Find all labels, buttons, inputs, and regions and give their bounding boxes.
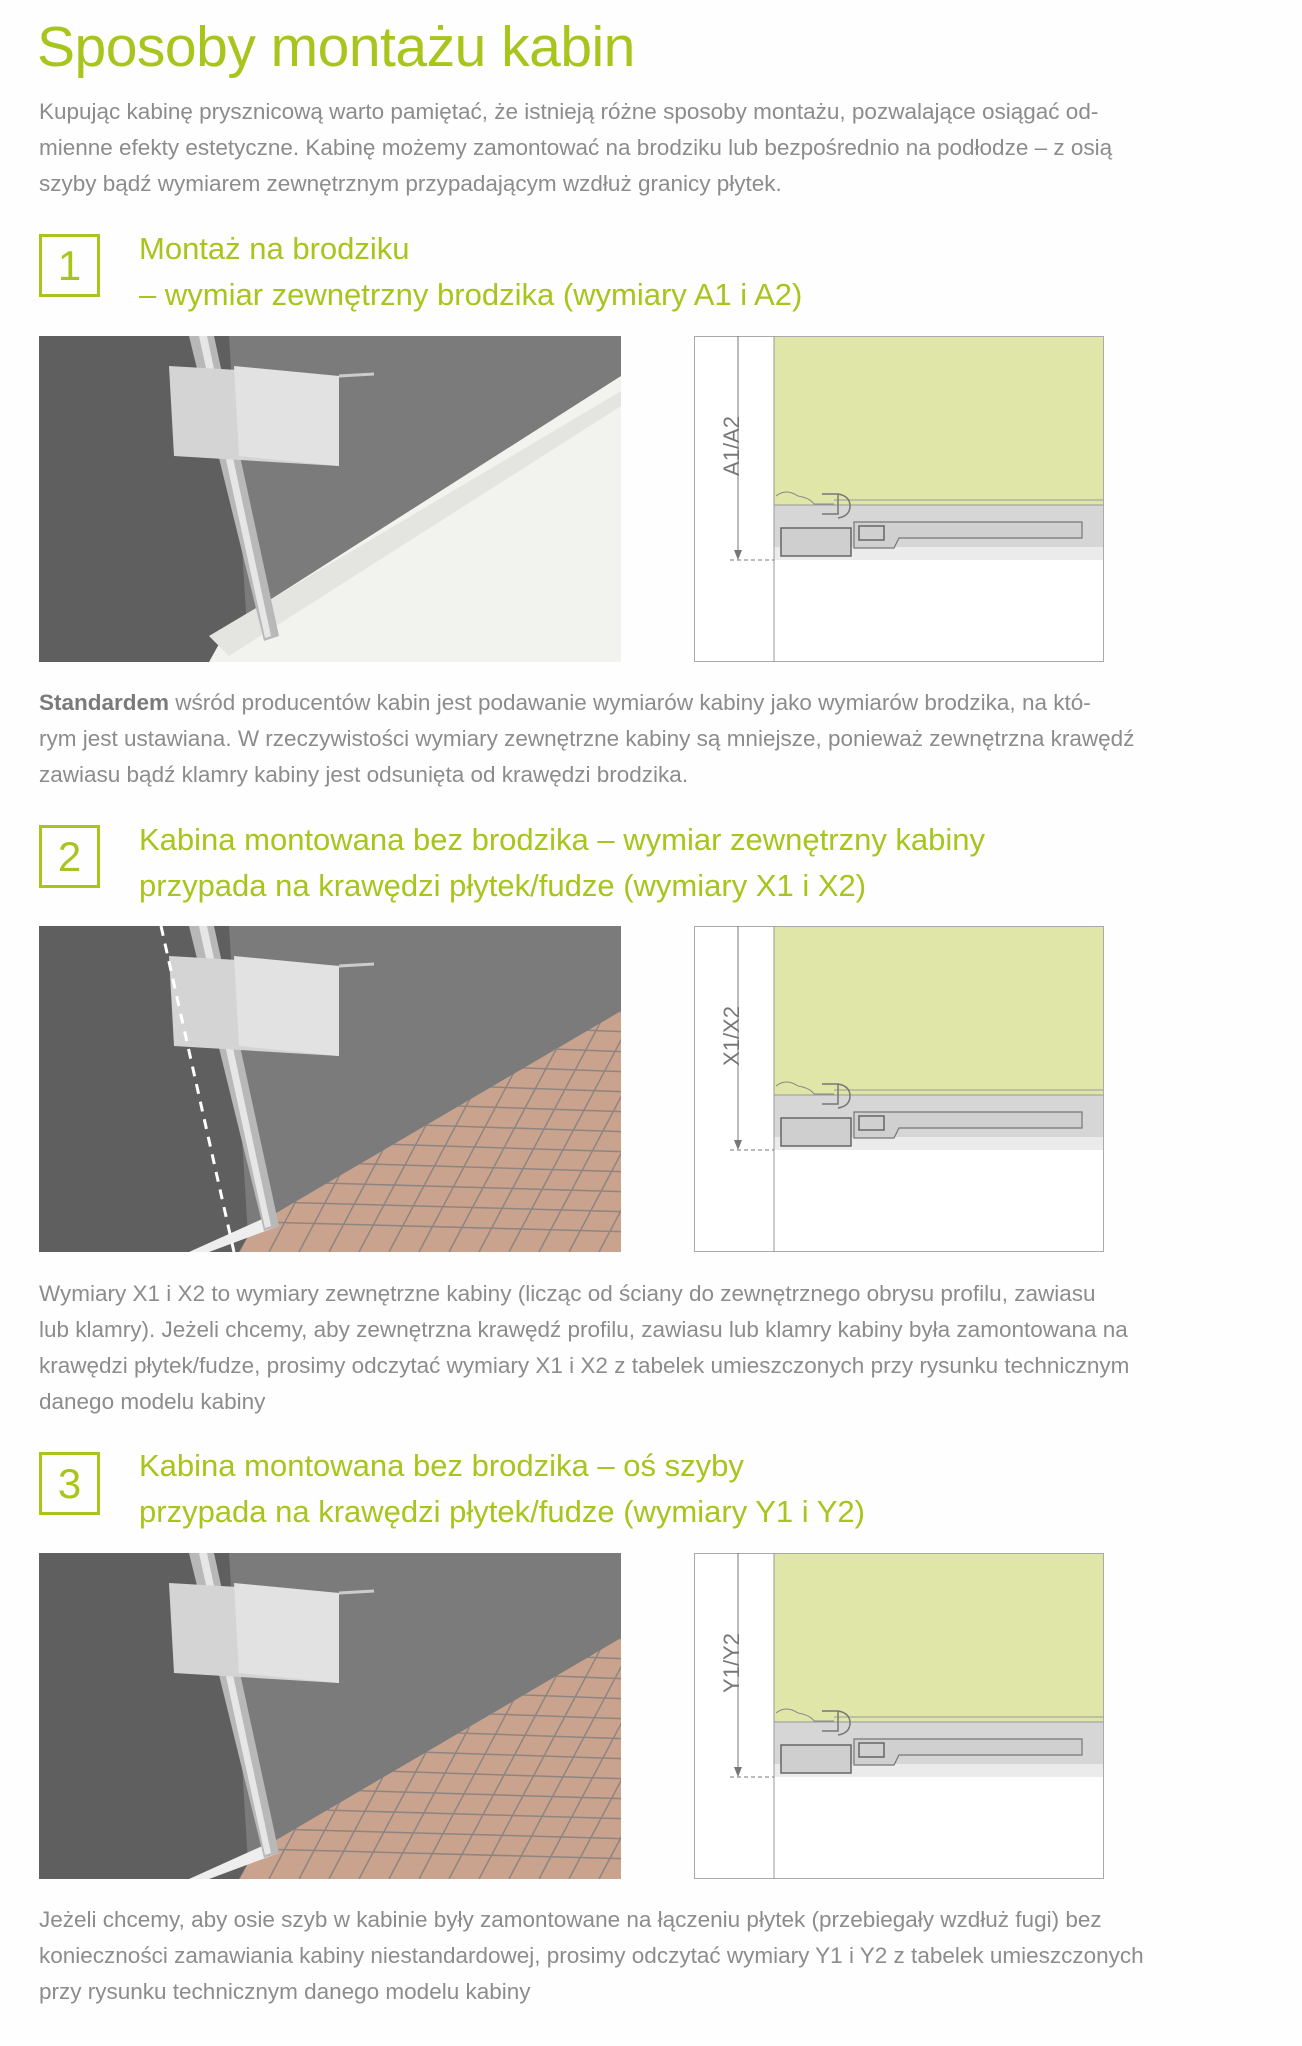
heading-line: przypada na krawędzi płytek/fudze (wymiary Y1 i Y2) [139, 1494, 865, 1529]
heading-line: Kabina montowana bez brodzika – wymiar zewnętrzny kabiny [139, 822, 986, 857]
dimension-label: X1/X2 [719, 1006, 744, 1066]
technical-diagram [694, 336, 1104, 662]
photo-tiles-glass-axis [39, 1553, 621, 1879]
intro-paragraph [39, 94, 1112, 202]
photo-tiles-outer-edge [39, 926, 621, 1252]
page-title: Sposoby montażu kabin [37, 15, 635, 79]
section-paragraph [39, 1902, 1144, 2010]
section-number-badge: 1 [39, 234, 100, 297]
section-heading [139, 1443, 865, 1535]
paragraph-line: lub klamry). Jeżeli chcemy, aby zewnętrzna krawędź profilu, zawiasu lub klamry kabiny była zamontowana na [39, 1317, 1128, 1342]
paragraph-line: krawędzi płytek/fudze, prosimy odczytać wymiary X1 i X2 z tabelek umieszczonych przy rysunku technicznym [39, 1353, 1130, 1378]
paragraph-line: konieczności zamawiania kabiny niestandardowej, prosimy odczytać wymiary Y1 i Y2 z tabelek umieszczonych [39, 1943, 1144, 1968]
intro-line: mienne efekty estetyczne. Kabinę możemy zamontować na brodziku lub bezpośrednio na podłodze – z osią [39, 135, 1113, 160]
technical-diagram [694, 1553, 1104, 1879]
technical-diagram [694, 926, 1104, 1252]
section-paragraph [39, 1276, 1129, 1420]
cross-section-diagram [694, 926, 1104, 1252]
shower-hinge-photo [39, 1553, 621, 1879]
paragraph-line: Jeżeli chcemy, aby osie szyb w kabinie były zamontowane na łączeniu płytek (przebiegały wzdłuż fugi) bez [39, 1907, 1102, 1932]
section-heading [139, 226, 802, 318]
section-number-badge: 3 [39, 1452, 100, 1515]
cross-section-diagram [694, 336, 1104, 662]
shower-hinge-photo [39, 926, 621, 1252]
intro-line: Kupując kabinę prysznicową warto pamiętać, że istnieją różne sposoby montażu, pozwalające osiągać od- [39, 99, 1099, 124]
heading-line: – wymiar zewnętrzny brodzika (wymiary A1 i A2) [139, 277, 803, 312]
cross-section-diagram [694, 1553, 1104, 1879]
heading-line: przypada na krawędzi płytek/fudze (wymiary X1 i X2) [139, 868, 867, 903]
photo-tray-mounting [39, 336, 621, 662]
paragraph-line: danego modelu kabiny [39, 1389, 266, 1414]
heading-line: Montaż na brodziku [139, 231, 410, 266]
section-paragraph [39, 685, 1134, 793]
bold-term: Standardem [39, 690, 170, 715]
dimension-label: Y1/Y2 [719, 1633, 744, 1693]
section-heading [139, 817, 985, 909]
dimension-label: A1/A2 [719, 416, 744, 476]
paragraph-line: Wymiary X1 i X2 to wymiary zewnętrzne kabiny (licząc od ściany do zewnętrznego obrysu profilu, zawiasu [39, 1281, 1096, 1306]
paragraph-line: rym jest ustawiana. W rzeczywistości wymiary zewnętrzne kabiny są mniejsze, ponieważ zewnętrzna krawędź [39, 726, 1135, 751]
paragraph-line: wśród producentów kabin jest podawanie wymiarów kabiny jako wymiarów brodzika, na któ- [169, 690, 1091, 715]
shower-hinge-photo [39, 336, 621, 662]
section-number-badge: 2 [39, 825, 100, 888]
paragraph-line: zawiasu bądź klamry kabiny jest odsunięta od krawędzi brodzika. [39, 762, 689, 787]
heading-line: Kabina montowana bez brodzika – oś szyby [139, 1448, 744, 1483]
paragraph-line: przy rysunku technicznym danego modelu kabiny [39, 1979, 531, 2004]
intro-line: szyby bądź wymiarem zewnętrznym przypadającym wzdłuż granicy płytek. [39, 171, 782, 196]
